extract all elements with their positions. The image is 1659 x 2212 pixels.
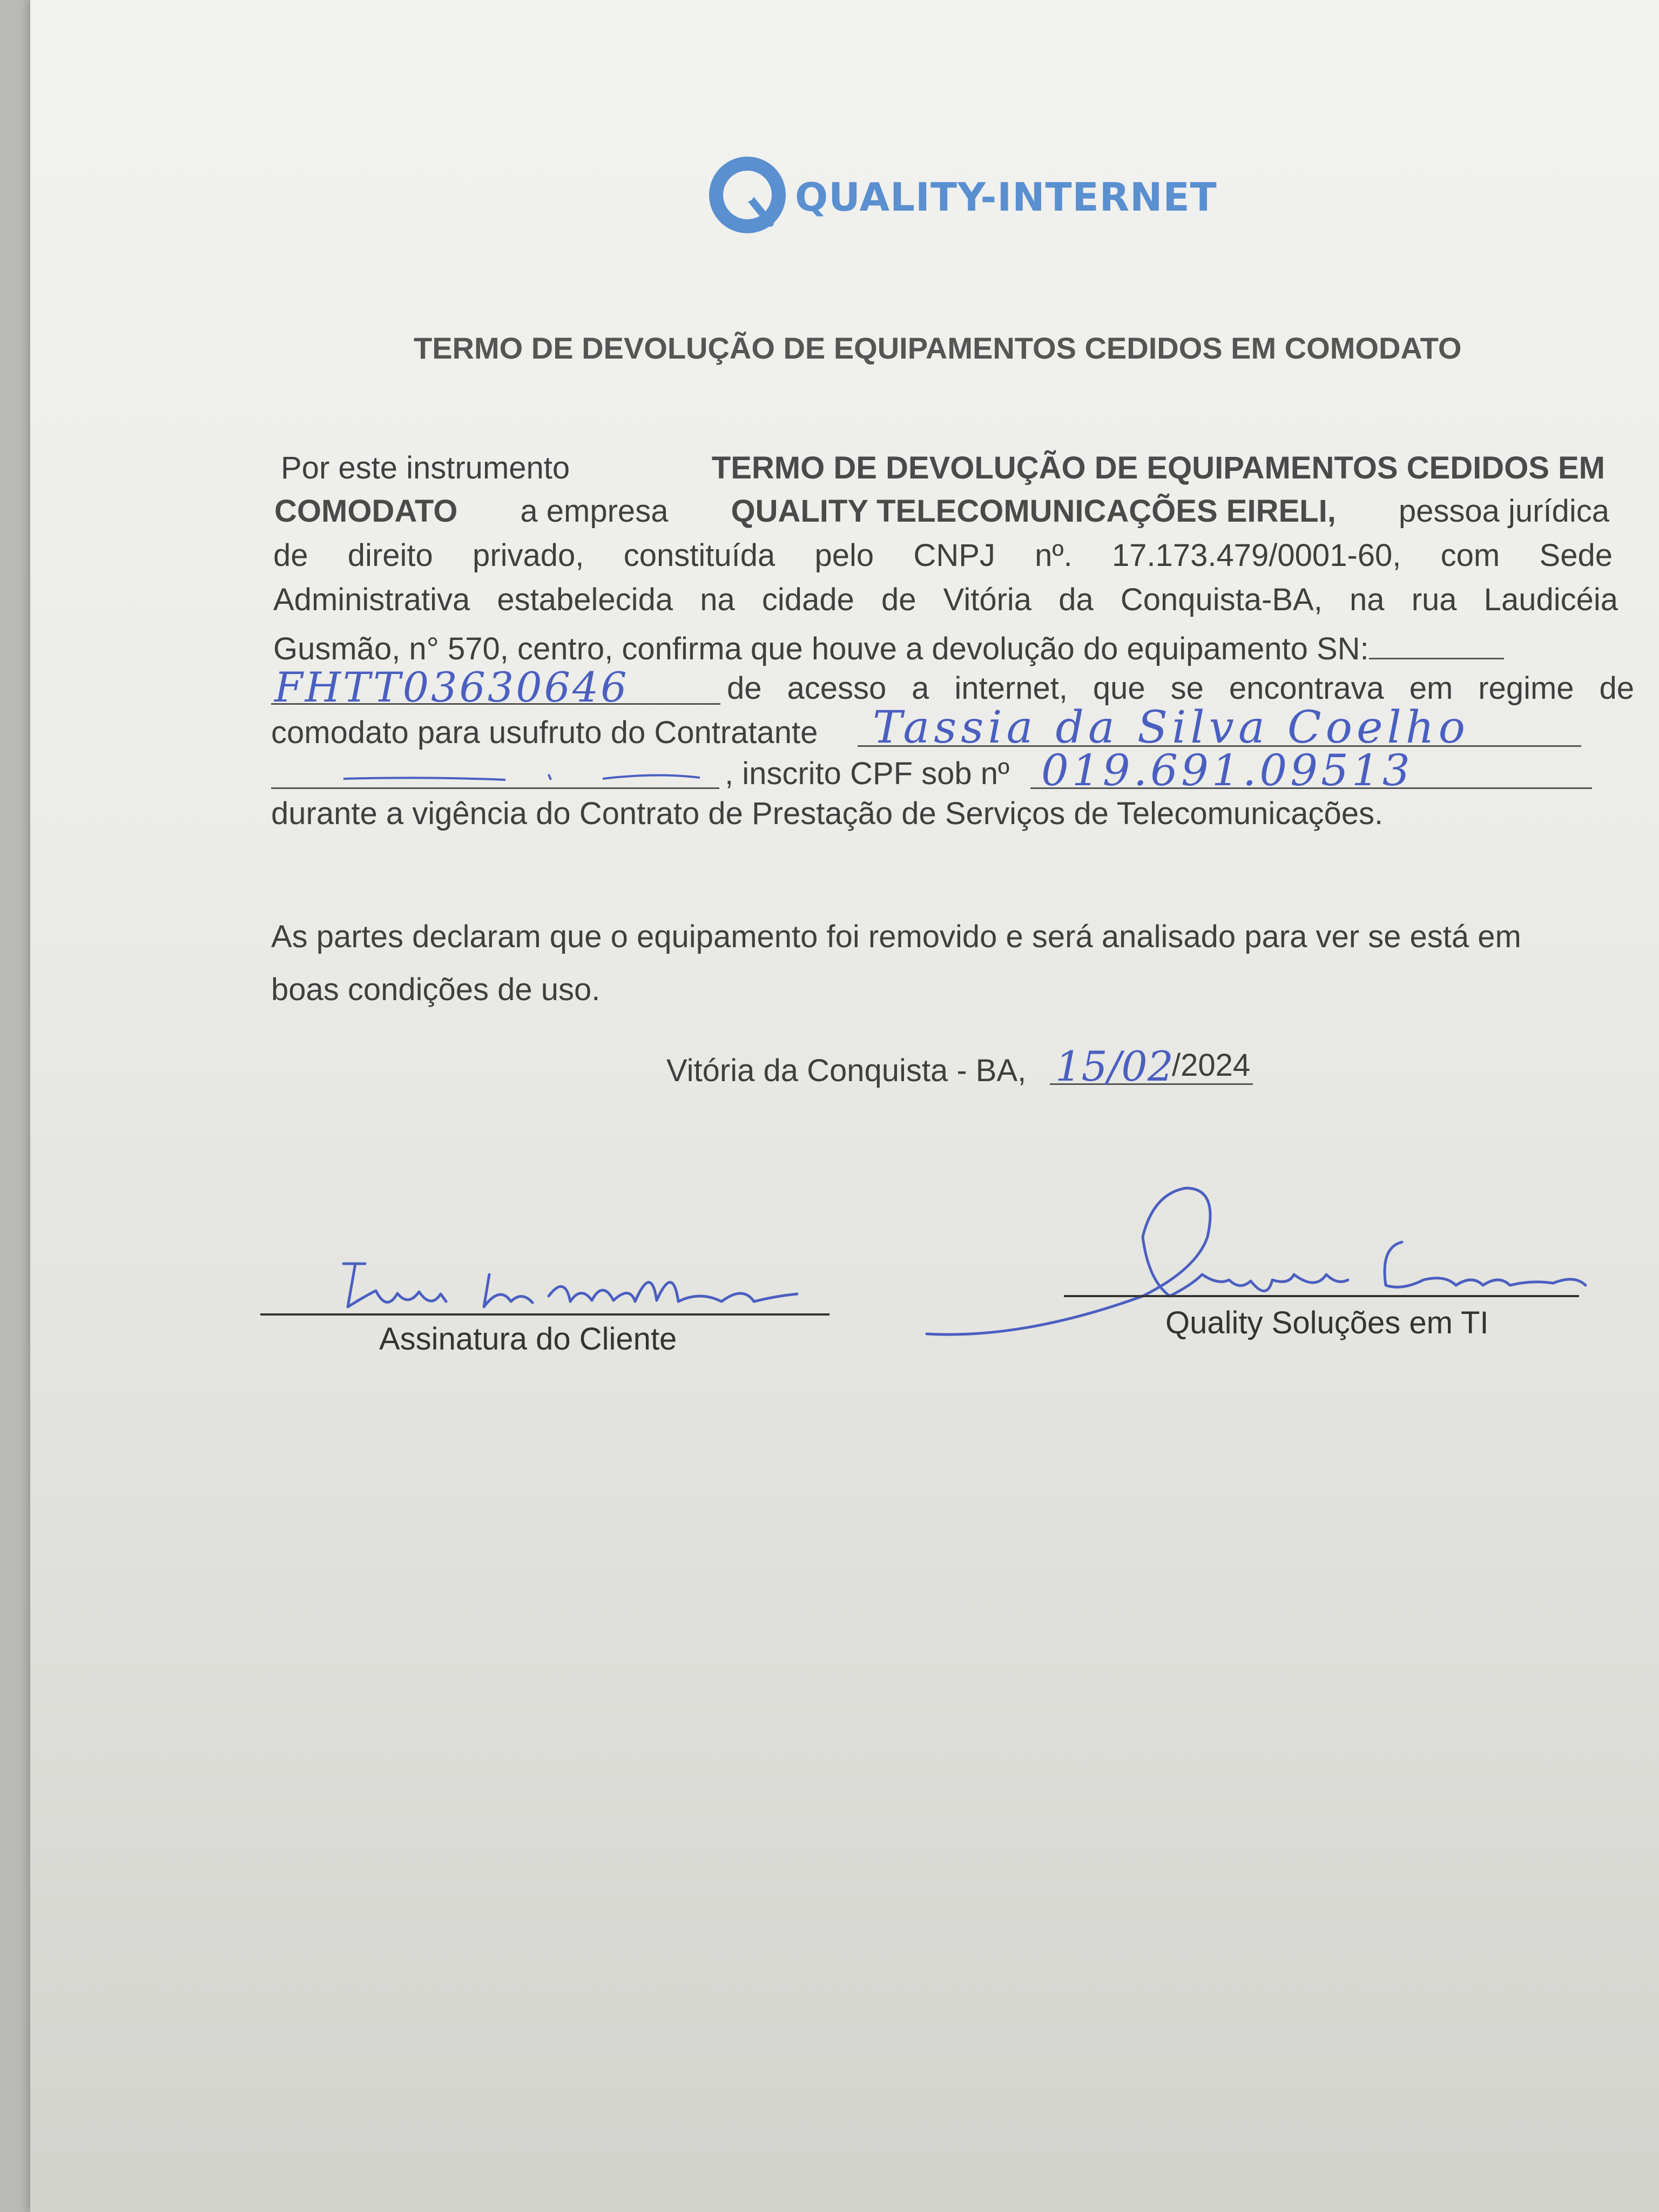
body-text: pessoa jurídica: [1398, 494, 1609, 529]
client-signature-line: [260, 1313, 830, 1316]
logo-text: QUALITY-INTERNET: [795, 174, 1217, 220]
declaration-line-1: As partes declaram que o equipamento foi removido e será analisado para ver se está em: [271, 919, 1521, 954]
body-line-3: de direito privado, constituída pelo CNPJ nº. 17.173.479/0001-60, com Sede: [273, 538, 1613, 573]
document-title: TERMO DE DEVOLUÇÃO DE EQUIPAMENTOS CEDIDOS EM COMODATO: [414, 331, 1462, 365]
client-signature-label: Assinatura do Cliente: [379, 1321, 677, 1357]
body-line-8: , inscrito CPF sob nº: [725, 756, 1010, 791]
body-line-5: [273, 631, 1504, 665]
date-year: /2024: [1172, 1048, 1251, 1083]
body-text: a empresa: [520, 494, 669, 529]
body-text: Por este instrumento: [281, 450, 570, 485]
body-line-2: [274, 496, 1609, 527]
place-text: Vitória da Conquista - BA,: [666, 1053, 1027, 1088]
blank-line: [1369, 631, 1504, 659]
body-text-bold: QUALITY TELECOMUNICAÇÕES EIRELI,: [731, 494, 1336, 529]
quality-logo-icon: [705, 154, 792, 240]
body-line-6: de acesso a internet, que se encontrava em regime de: [727, 671, 1634, 706]
date-handwritten: 15/02: [1055, 1042, 1174, 1090]
body-line-7: comodato para usufruto do Contratante: [271, 715, 818, 750]
serial-handwritten: FHTT03630646: [274, 663, 629, 711]
declaration-line-2: boas condições de uso.: [271, 972, 601, 1007]
document-page: [30, 0, 1659, 2212]
body-text-bold: COMODATO: [274, 494, 458, 529]
client-signature-drawing: [311, 1242, 884, 1328]
body-text-bold: TERMO DE DEVOLUÇÃO DE EQUIPAMENTOS CEDIDOS EM: [711, 450, 1605, 485]
body-text: Gusmão, n° 570, centro, confirma que houve a devolução do equipamento SN:: [273, 631, 1369, 666]
company-signature-line: [1064, 1295, 1579, 1297]
company-logo: [705, 154, 1217, 240]
body-line-4: Administrativa estabelecida na cidade de Vitória da Conquista-BA, na rua Laudicéia: [273, 582, 1618, 617]
cpf-handwritten: 019.691.09513: [1041, 745, 1413, 795]
company-signature-label: Quality Soluções em TI: [1165, 1305, 1489, 1340]
body-line-9: durante a vigência do Contrato de Prestação de Serviços de Telecomunicações.: [271, 796, 1384, 831]
contratante-handwritten: Tassia da Silva Coelho: [873, 702, 1469, 753]
handwritten-stroke: [322, 756, 732, 788]
body-line-1: [281, 450, 1605, 485]
